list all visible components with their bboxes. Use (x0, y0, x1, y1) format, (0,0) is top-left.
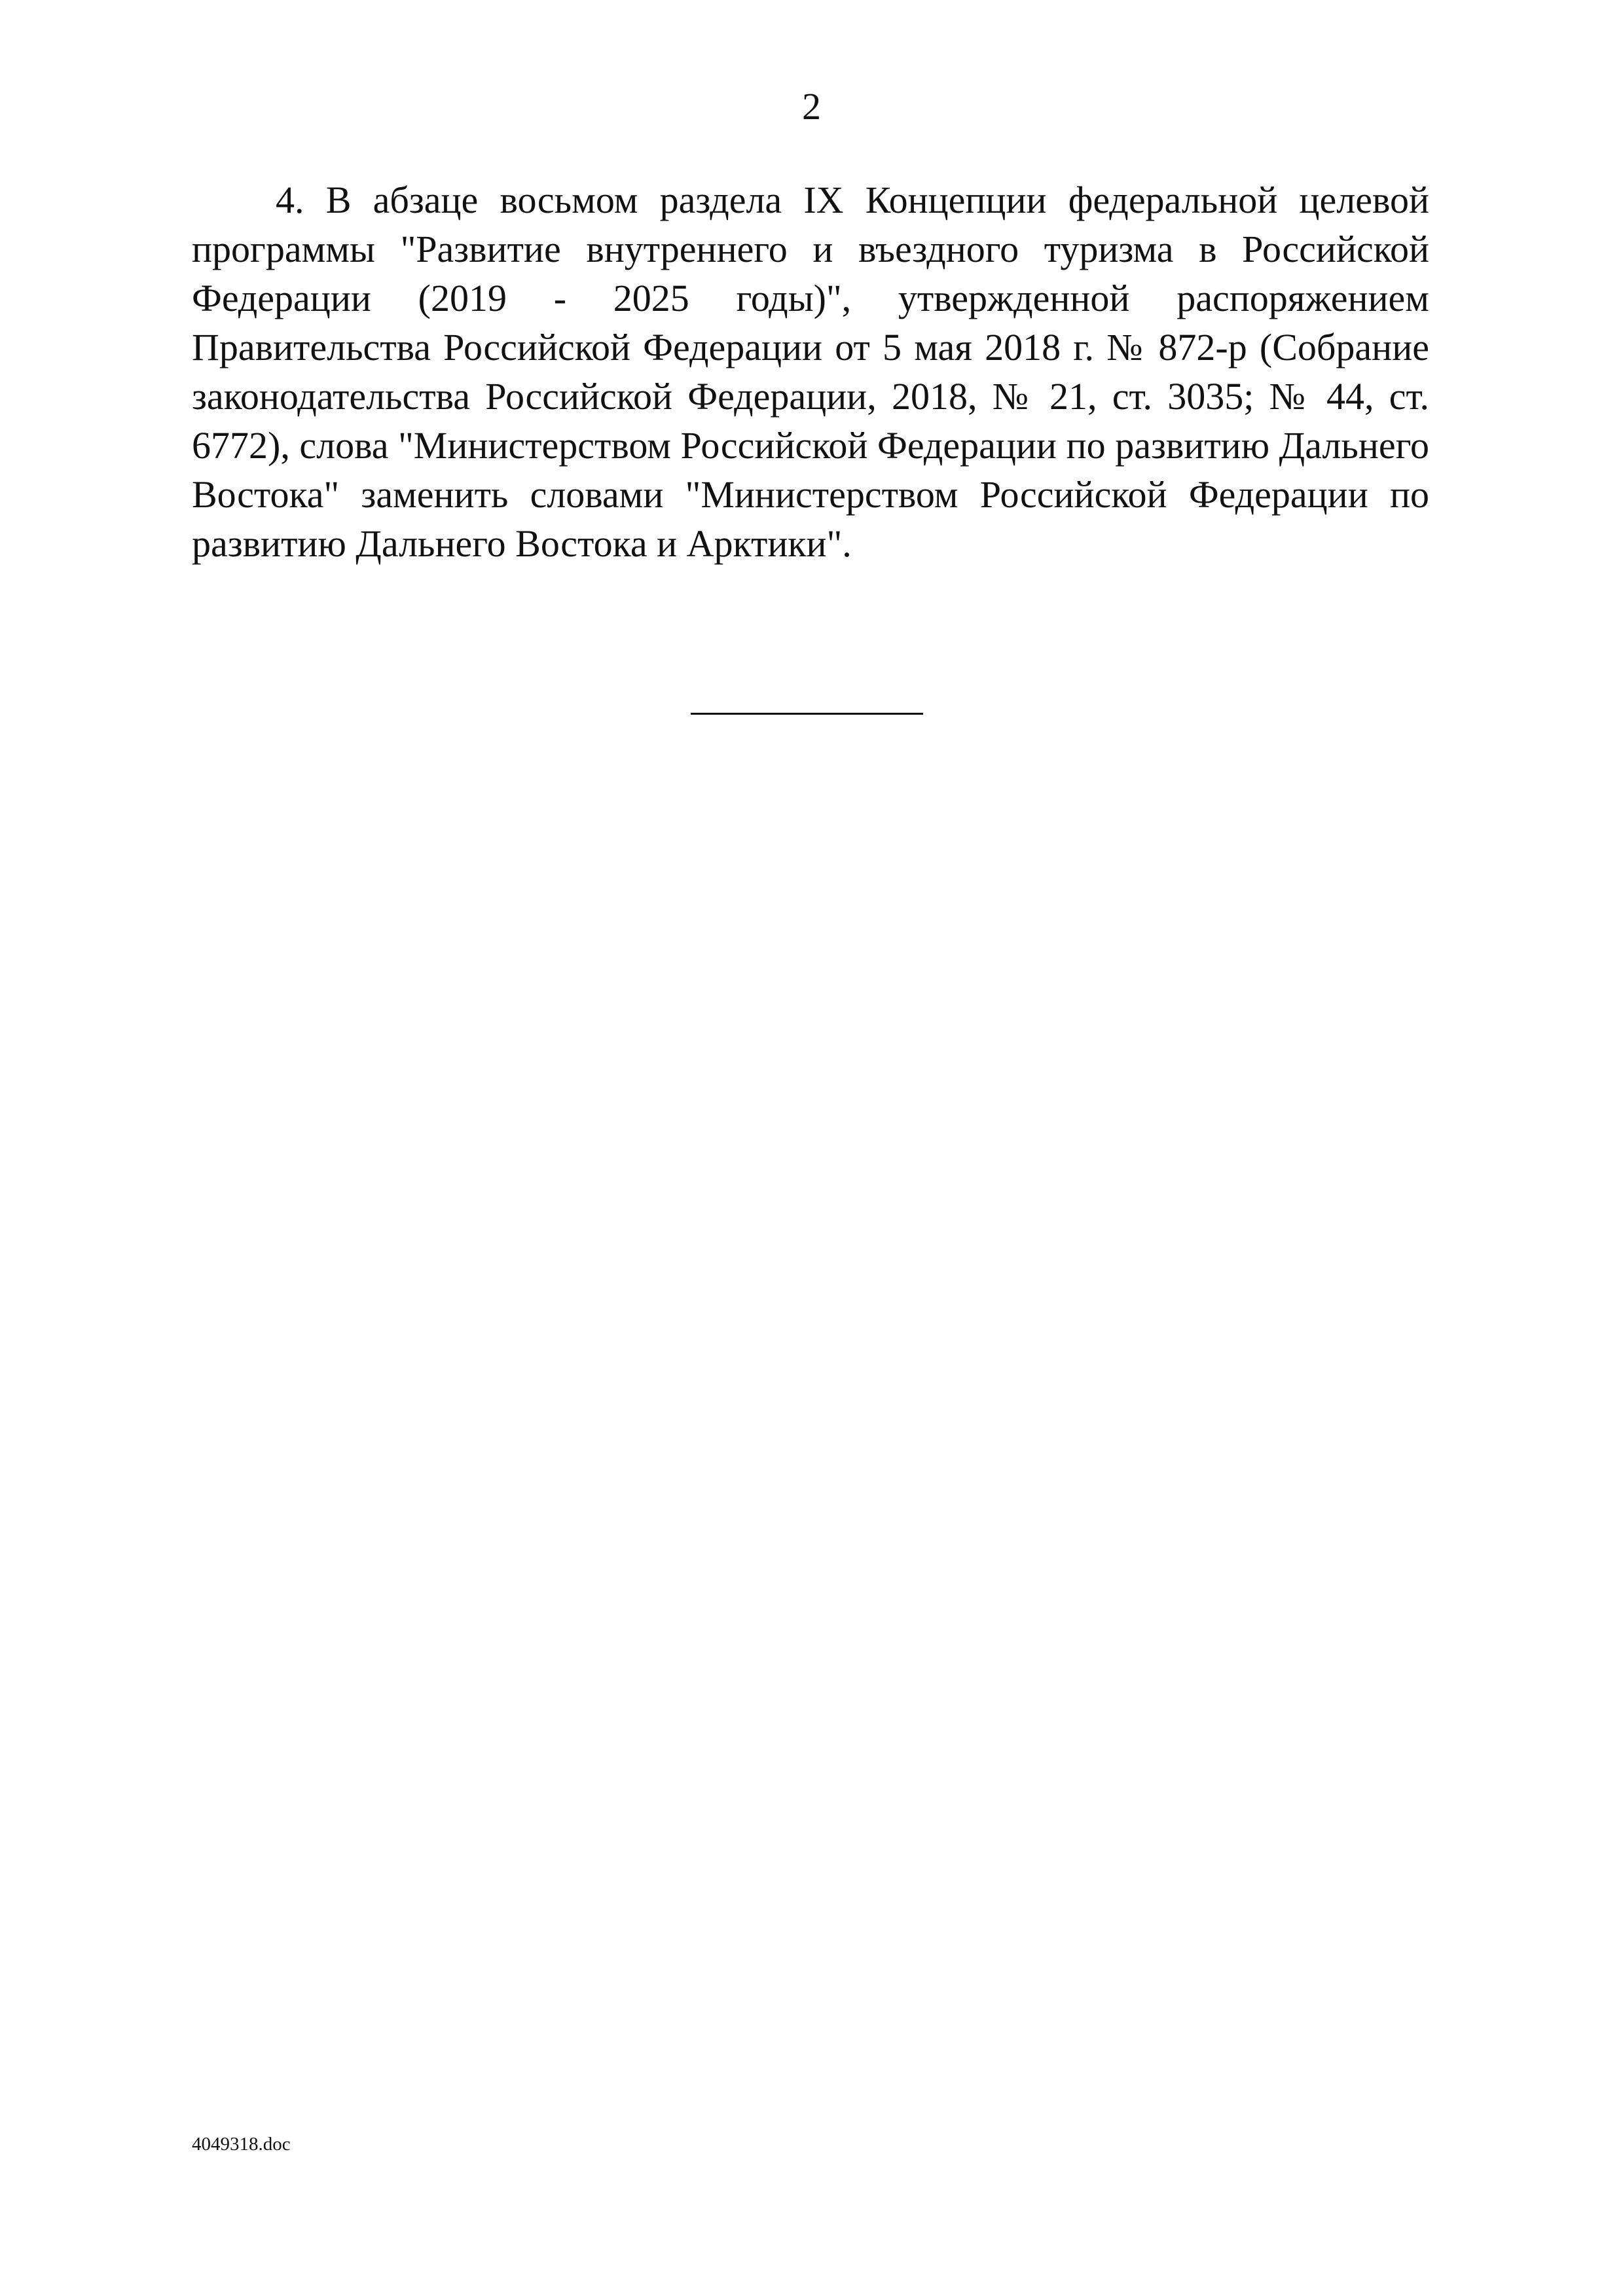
document-file-code: 4049318.doc (192, 2134, 291, 2155)
end-divider (691, 713, 923, 715)
amendment-paragraph: 4. В абзаце восьмом раздела IX Концепции федеральной целевой программы "Развитие внутреннего и въездного туризма в Российской Федерации (2019 - 2025 годы)", утвержденной распоряжением Правительства Российской Федерации от 5 мая 2018 г. № 872-р (Собрание законодательства Российской Федерации, 2018, № 21, ст. 3035; № 44, ст. 6772), слова "Министерством Российской Федерации по развитию Дальнего Востока" заменить словами "Министерством Российской Федерации по развитию Дальнего Востока и Арктики". (192, 179, 1429, 565)
page-number: 2 (802, 85, 821, 128)
